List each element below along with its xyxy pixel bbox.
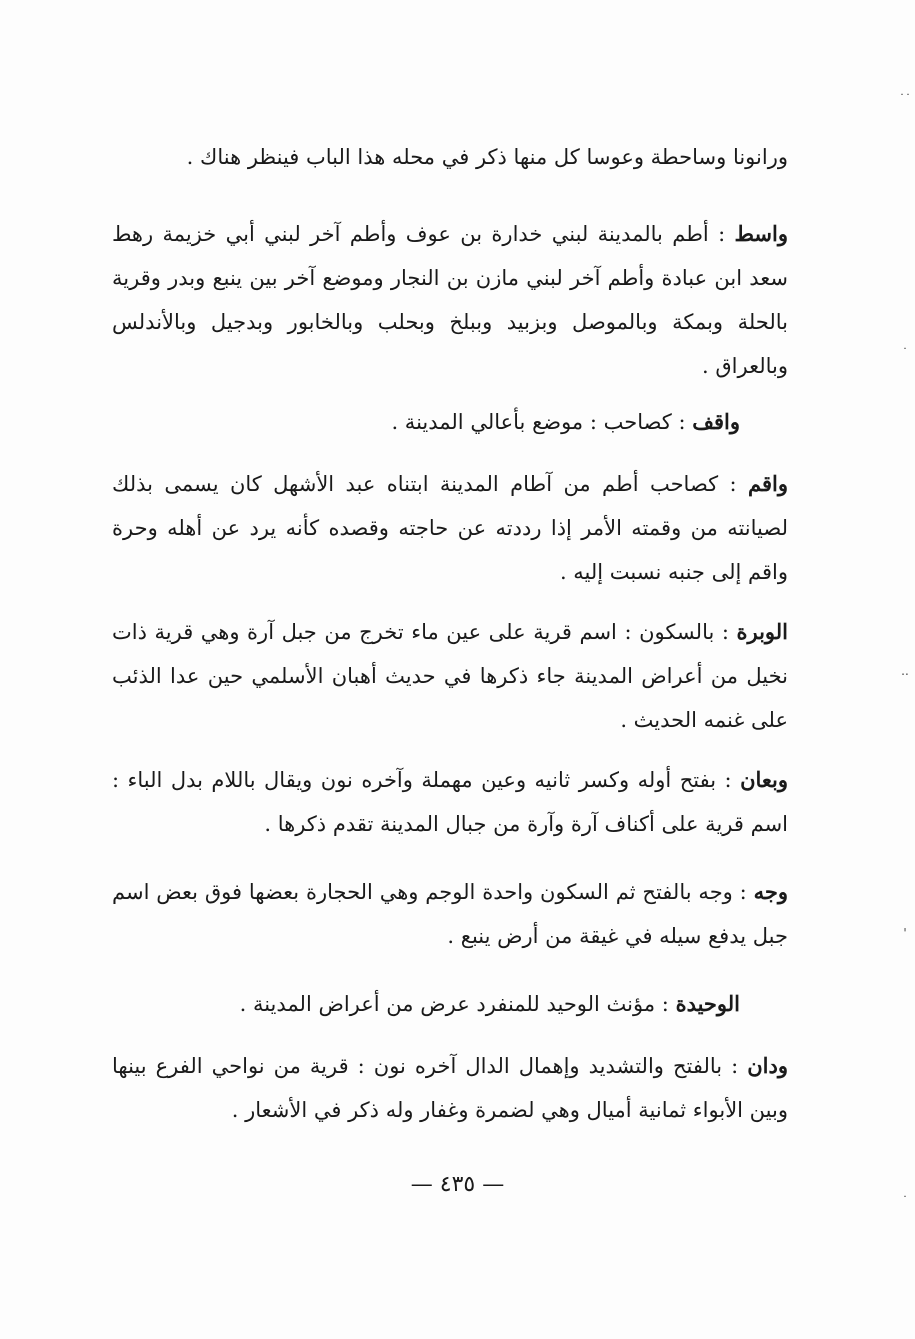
margin-speck-icon: ˙˙ [899, 92, 911, 106]
entry-head: واسط [734, 221, 788, 246]
entry-waqif [112, 400, 788, 444]
entry-body: : كصاحب أطم من آطام المدينة ابتناه عبد الأشهل كان يسمى بذلك لصيانته من وقمته الأمر إذا رددته عن حاجته وقصده كأنه يرد عن أهله وحرة واقم إلى جنبه نسبت إليه . [112, 472, 788, 584]
entry-wahida [112, 982, 788, 1026]
opening-line-text: ورانونا وساحطة وعوسا كل منها ذكر في محله هذا الباب فينظر هناك . [186, 145, 788, 169]
entry-head: واقم [748, 471, 788, 496]
margin-speck-icon: .. [901, 664, 909, 678]
entry-waddan [112, 1044, 788, 1132]
entry-head: وبعان [740, 767, 788, 792]
entry-head: واقف [692, 409, 740, 434]
entry-body: : وجه بالفتح ثم السكون واحدة الوجم وهي الحجارة بعضها فوق بعض اسم جبل يدفع سيله في غيقة من أرض ينبع . [112, 880, 788, 948]
entry-body: : بالسكون : اسم قرية على عين ماء تخرج من جبل آرة وهي قرية ذات نخيل من أعراض المدينة جاء ذكرها في حديث أهبان الأسلمي حين عدا الذئب على غنمه الحديث . [112, 620, 788, 732]
page-number: — ٤٣٥ — [410, 1172, 505, 1197]
entry-wabra [112, 610, 788, 742]
entry-body: : بالفتح والتشديد وإهمال الدال آخره نون : قرية من نواحي الفرع بينها وبين الأبواء ثمانية أميال وهي لضمرة وغفار وله ذكر في الأشعار . [112, 1054, 788, 1122]
entry-head: الوبرة [736, 619, 788, 644]
entry-head: الوحيدة [675, 991, 740, 1016]
margin-speck-icon: ' [903, 926, 907, 940]
entry-body: : أطم بالمدينة لبني خدارة بن عوف وأطم آخر لبني أبي خزيمة رهط سعد ابن عبادة وأطم آخر لبني مازن بن النجار وموضع آخر بين ينبع وبدر وقرية بالحلة وبمكة وبالموصل وبزبيد وببلخ وبحلب وبالخابور وبدجيل وبالأندلس وبالعراق . [112, 222, 788, 378]
entry-head: وجه [753, 879, 788, 904]
opening-line [112, 136, 788, 179]
entry-body: : مؤنث الوحيد للمنفرد عرض من أعراض المدينة . [239, 992, 676, 1016]
entry-indent [112, 400, 788, 444]
entry-head: ودان [747, 1053, 788, 1078]
entry-indent [112, 982, 788, 1026]
entry-wajh [112, 870, 788, 958]
entry-body: : بفتح أوله وكسر ثانيه وعين مهملة وآخره نون ويقال باللام بدل الباء : اسم قرية على أكناف آرة وآرة من جبال المدينة تقدم ذكرها . [112, 768, 788, 836]
entry-wabaan [112, 758, 788, 846]
entry-wasit [112, 212, 788, 388]
margin-speck-icon: ˙ [902, 346, 908, 360]
entry-waqim [112, 462, 788, 594]
margin-speck-icon: ˙ [902, 1194, 908, 1208]
entry-body: : كصاحب : موضع بأعالي المدينة . [391, 410, 693, 434]
